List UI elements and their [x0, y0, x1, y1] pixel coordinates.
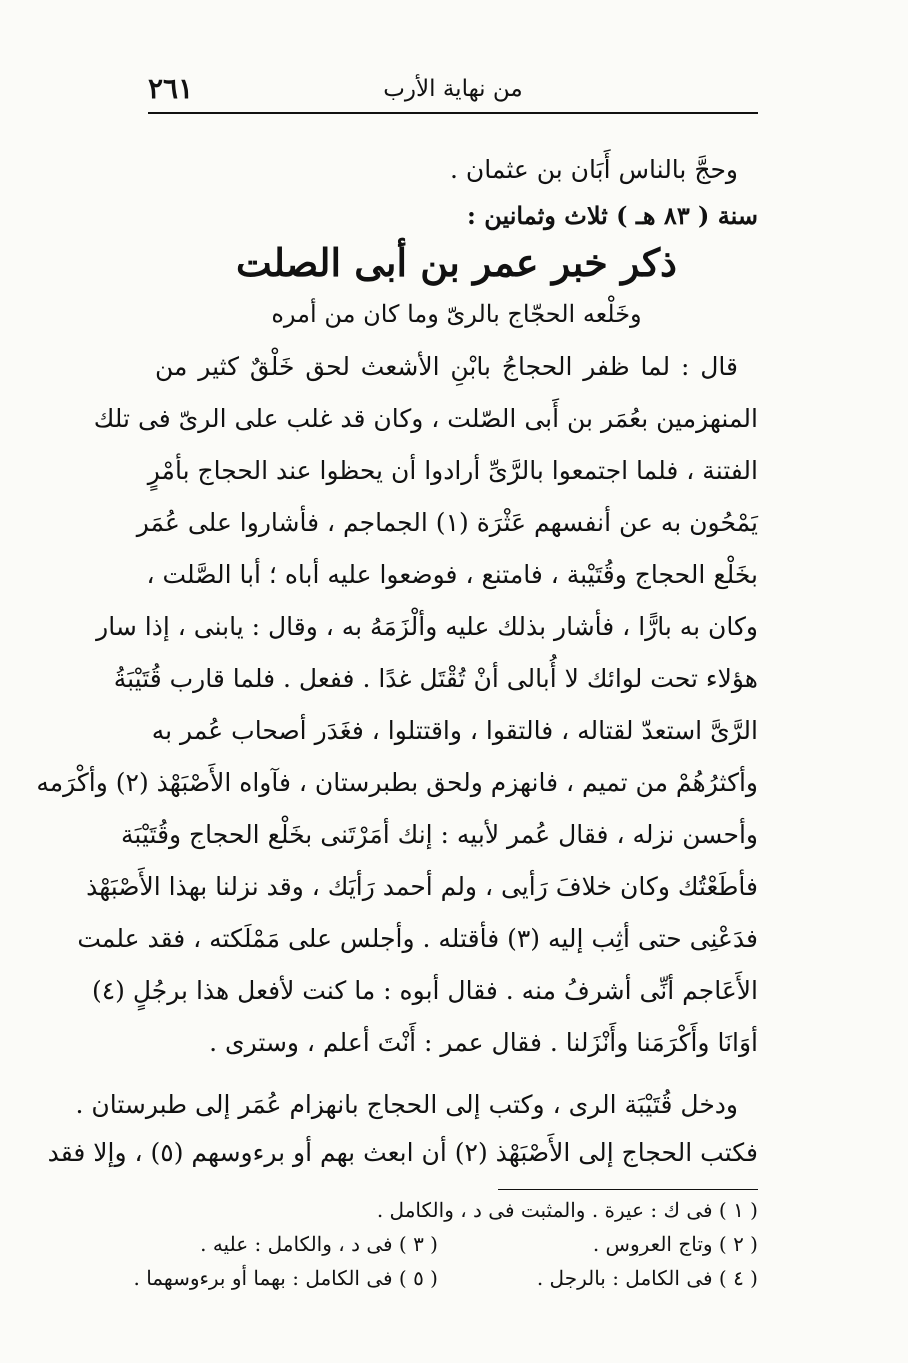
paragraph-line: المنهزمين بعُمَر بن أَبى الصّلت ، وكان قد غلب على الرىّ فى تلك [93, 404, 758, 433]
paragraph-line: قال : لما ظفر الحجاجُ بابْنِ الأشعث لحق خَلْقٌ كثير من [155, 352, 738, 381]
paragraph-line: الرَّىَّ استعدّ لقتاله ، فالتقوا ، واقتتلوا ، فغَدَر أصحاب عُمر به [151, 716, 758, 745]
footnote: ( ١ ) فى ك : عيرة . والمثبت فى د ، والكامل . [376, 1198, 758, 1222]
paragraph-line: الفتنة ، فلما اجتمعوا بالرَّىِّ أرادوا أن يحظوا عند الحجاج بأمْرٍ [147, 456, 758, 485]
page-header [148, 70, 758, 114]
footnote: ( ٥ ) فى الكامل : بهما أو برءوسهما . [133, 1266, 438, 1290]
paragraph-line: هؤلاء تحت لوائك لا أُبالى أنْ تُقْتَل غدًا . ففعل . فلما قارب قُتَيْبَةُ [113, 664, 758, 693]
section-heading: ذكر خبر عمر بن أبى الصلت [236, 240, 677, 285]
running-title: من نهاية الأرب [383, 76, 523, 102]
paragraph-line: الأَعَاجم أنِّى أشرفُ منه . فقال أبوه : ما كنت لأفعل هذا برجُلٍ (٤) [91, 976, 758, 1005]
text-line: وحجَّ بالناس أَبَان بن عثمان . [450, 155, 738, 184]
footnote-separator [498, 1189, 758, 1190]
paragraph-line: فأطَعْتُك وكان خلافَ رَأيى ، ولم أحمد رَأيَك ، وقد نزلنا بهذا الأَصْبَهْذ [86, 872, 758, 901]
paragraph-line: يَمْحُون به عن أنفسهم عَثْرَة (١) الجماجم ، فأشاروا على عُمَر [136, 508, 758, 537]
footnote: ( ٤ ) فى الكامل : بالرجل . [536, 1266, 758, 1290]
paragraph-line: وكان به بارًّا ، فأشار بذلك عليه وألْزَمَهُ به ، وقال : يابنى ، إذا سار [96, 612, 758, 641]
paragraph-line: فدَعْنِى حتى أثِب إليه (٣) فأقتله . وأجلس على مَمْلَكته ، فقد علمت [77, 924, 758, 953]
paragraph-line: فكتب الحجاج إلى الأَصْبَهْذ (٢) أن ابعث بهم أو برءوسهم (٥) ، وإلا فقد [47, 1138, 758, 1167]
paragraph-line: وأحسن نزله ، فقال عُمر لأبيه : إنك أمَرْتَنى بخَلْع الحجاج وقُتَيْبَة [121, 820, 758, 849]
footnote: ( ٢ ) وتاج العروس . [592, 1232, 758, 1256]
paragraph-line: ودخل قُتَيْبَة الرى ، وكتب إلى الحجاج بانهزام عُمَر إلى طبرستان . [75, 1090, 738, 1119]
page-number: ٢٦١ [148, 72, 194, 105]
footnote: ( ٣ ) فى د ، والكامل : عليه . [200, 1232, 438, 1256]
paragraph-line: بخَلْع الحجاج وقُتَيْبة ، فامتنع ، فوضعوا عليه أباه ؛ أبا الصَّلت ، [146, 560, 758, 589]
paragraph-line: أوَانَا وأَكْرَمَنا وأَنْزَلنا . فقال عمر : أَنْتَ أعلم ، وسترى . [209, 1028, 758, 1057]
section-subheading: وخَلْعه الحجّاج بالرىّ وما كان من أمره [271, 300, 642, 328]
year-heading: سنة ( ٨٣ هـ ) ثلاث وثمانين : [467, 201, 758, 230]
paragraph-line: وأكثرُهُمْ من تميم ، فانهزم ولحق بطبرستان ، فآواه الأَصْبَهْذ (٢) وأكْرَمه [36, 768, 758, 797]
